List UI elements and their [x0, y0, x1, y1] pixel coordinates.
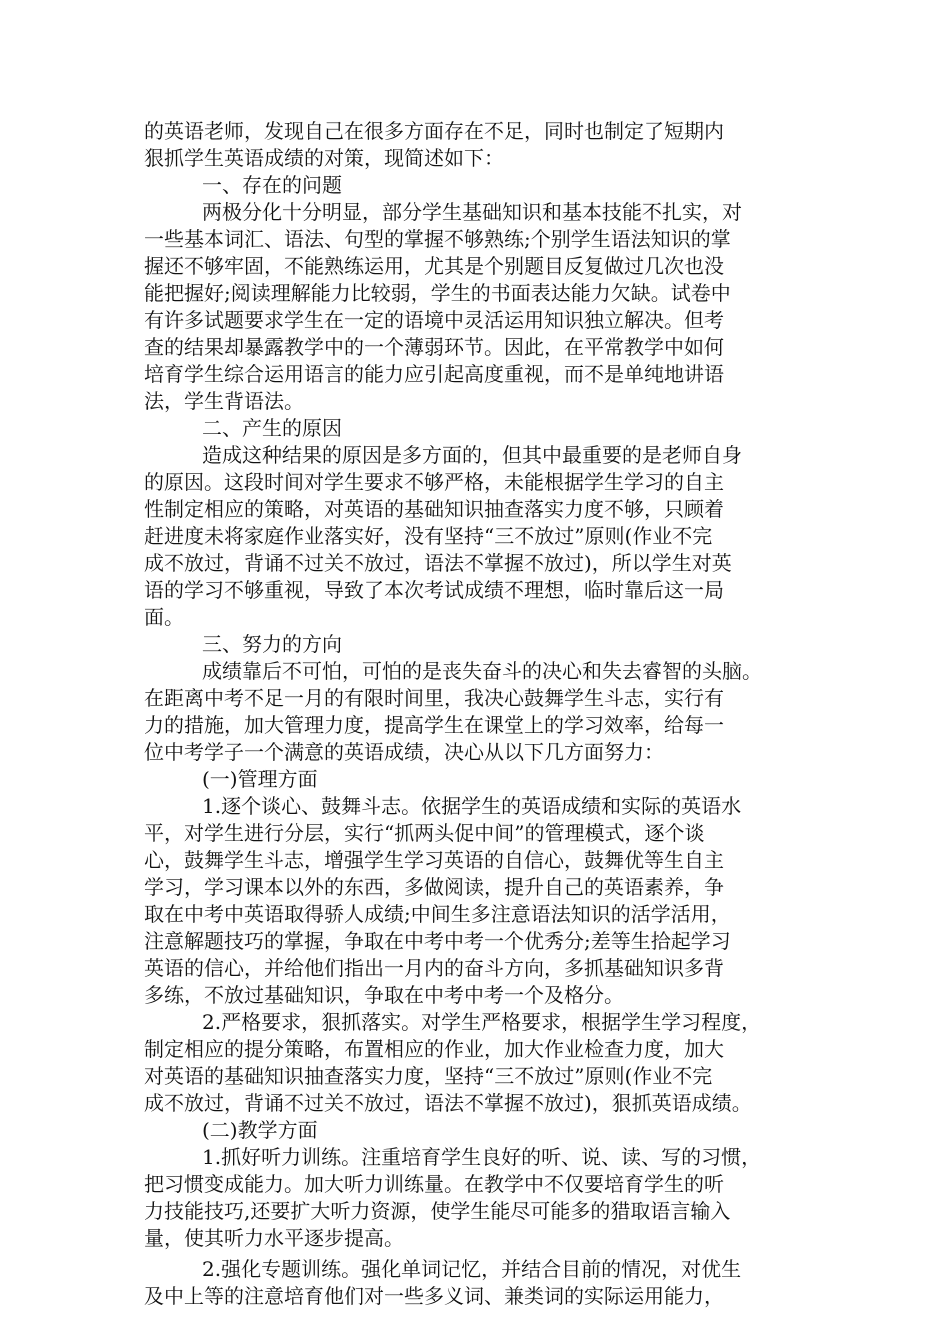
text-line: 成不放过，背诵不过关不放过，语法不掌握不放过)，狠抓英语成绩。	[144, 1091, 752, 1115]
text-line: 一些基本词汇、语法、句型的掌握不够熟练;个别学生语法知识的掌	[144, 227, 731, 251]
text-line: 力技能技巧,还要扩大听力资源，使学生能尽可能多的猎取语言输入	[144, 1199, 731, 1223]
text-line: 一、存在的问题	[202, 173, 342, 197]
text-line: 把习惯变成能力。加大听力训练量。在教学中不仅要培育学生的听	[144, 1172, 724, 1196]
text-line: 赶进度未将家庭作业落实好，没有坚持“三不放过”原则(作业不完	[144, 524, 713, 548]
text-line: 的英语老师，发现自己在很多方面存在不足，同时也制定了短期内	[144, 119, 724, 143]
text-line: 位中考学子一个满意的英语成绩，决心从以下几方面努力：	[144, 740, 664, 764]
text-line: 有许多试题要求学生在一定的语境中灵活运用知识独立解决。但考	[144, 308, 724, 332]
text-line: 多练，不放过基础知识，争取在中考中考一个及格分。	[144, 983, 624, 1007]
text-line: 成不放过，背诵不过关不放过，语法不掌握不放过)，所以学生对英	[144, 551, 732, 575]
text-line: 2.强化专题训练。强化单词记忆，并结合目前的情况，对优生	[202, 1257, 742, 1281]
text-line: 心，鼓舞学生斗志，增强学生学习英语的自信心，鼓舞优等生自主	[144, 848, 724, 872]
text-line: 面。	[144, 605, 184, 629]
text-line: 语的学习不够重视，导致了本次考试成绩不理想，临时靠后这一局	[144, 578, 724, 602]
text-line: 培育学生综合运用语言的能力应引起高度重视，而不是单纯地讲语	[144, 362, 724, 386]
text-line: 二、产生的原因	[202, 416, 342, 440]
text-line: 注意解题技巧的掌握，争取在中考中考一个优秀分;差等生拾起学习	[144, 929, 731, 953]
text-line: 握还不够牢固，不能熟练运用，尤其是个别题目反复做过几次也没	[144, 254, 724, 278]
text-line: 平，对学生进行分层，实行“抓两头促中间”的管理模式，逐个谈	[144, 821, 705, 845]
text-line: 量，使其听力水平逐步提高。	[144, 1226, 404, 1250]
text-line: 1.抓好听力训练。注重培育学生良好的听、说、读、写的习惯，	[202, 1145, 762, 1169]
text-line: 的原因。这段时间对学生要求不够严格，未能根据学生学习的自主	[144, 470, 724, 494]
text-line: 性制定相应的策略，对英语的基础知识抽查落实力度不够，只顾着	[144, 497, 724, 521]
text-line: (二)教学方面	[202, 1118, 318, 1142]
text-line: 查的结果却暴露教学中的一个薄弱环节。因此，在平常教学中如何	[144, 335, 724, 359]
text-line: 对英语的基础知识抽查落实力度，坚持“三不放过”原则(作业不完	[144, 1064, 713, 1088]
text-line: 能把握好;阅读理解能力比较弱，学生的书面表达能力欠缺。试卷中	[144, 281, 731, 305]
text-line: 取在中考中英语取得骄人成绩;中间生多注意语法知识的活学活用，	[144, 902, 731, 926]
text-line: (一)管理方面	[202, 767, 318, 791]
text-line: 狠抓学生英语成绩的对策，现简述如下：	[144, 146, 504, 170]
text-line: 三、努力的方向	[202, 632, 342, 656]
text-line: 制定相应的提分策略，布置相应的作业，加大作业检查力度，加大	[144, 1037, 724, 1061]
document-page	[144, 118, 808, 1310]
text-line: 成绩靠后不可怕，可怕的是丧失奋斗的决心和失去睿智的头脑。	[202, 659, 762, 683]
text-line: 造成这种结果的原因是多方面的，但其中最重要的是老师自身	[202, 443, 742, 467]
text-line: 英语的信心，并给他们指出一月内的奋斗方向，多抓基础知识多背	[144, 956, 724, 980]
text-line: 两极分化十分明显，部分学生基础知识和基本技能不扎实，对	[202, 200, 742, 224]
text-line: 法，学生背语法。	[144, 389, 304, 413]
text-line: 1.逐个谈心、鼓舞斗志。依据学生的英语成绩和实际的英语水	[202, 794, 742, 818]
text-line: 学习，学习课本以外的东西，多做阅读，提升自己的英语素养，争	[144, 875, 724, 899]
text-line: 2.严格要求，狠抓落实。对学生严格要求，根据学生学习程度，	[202, 1010, 762, 1034]
text-line: 在距离中考不足一月的有限时间里，我决心鼓舞学生斗志，实行有	[144, 686, 724, 710]
text-line: 及中上等的注意培育他们对一些多义词、兼类词的实际运用能力，	[144, 1284, 724, 1308]
text-line: 力的措施，加大管理力度，提高学生在课堂上的学习效率，给每一	[144, 713, 724, 737]
